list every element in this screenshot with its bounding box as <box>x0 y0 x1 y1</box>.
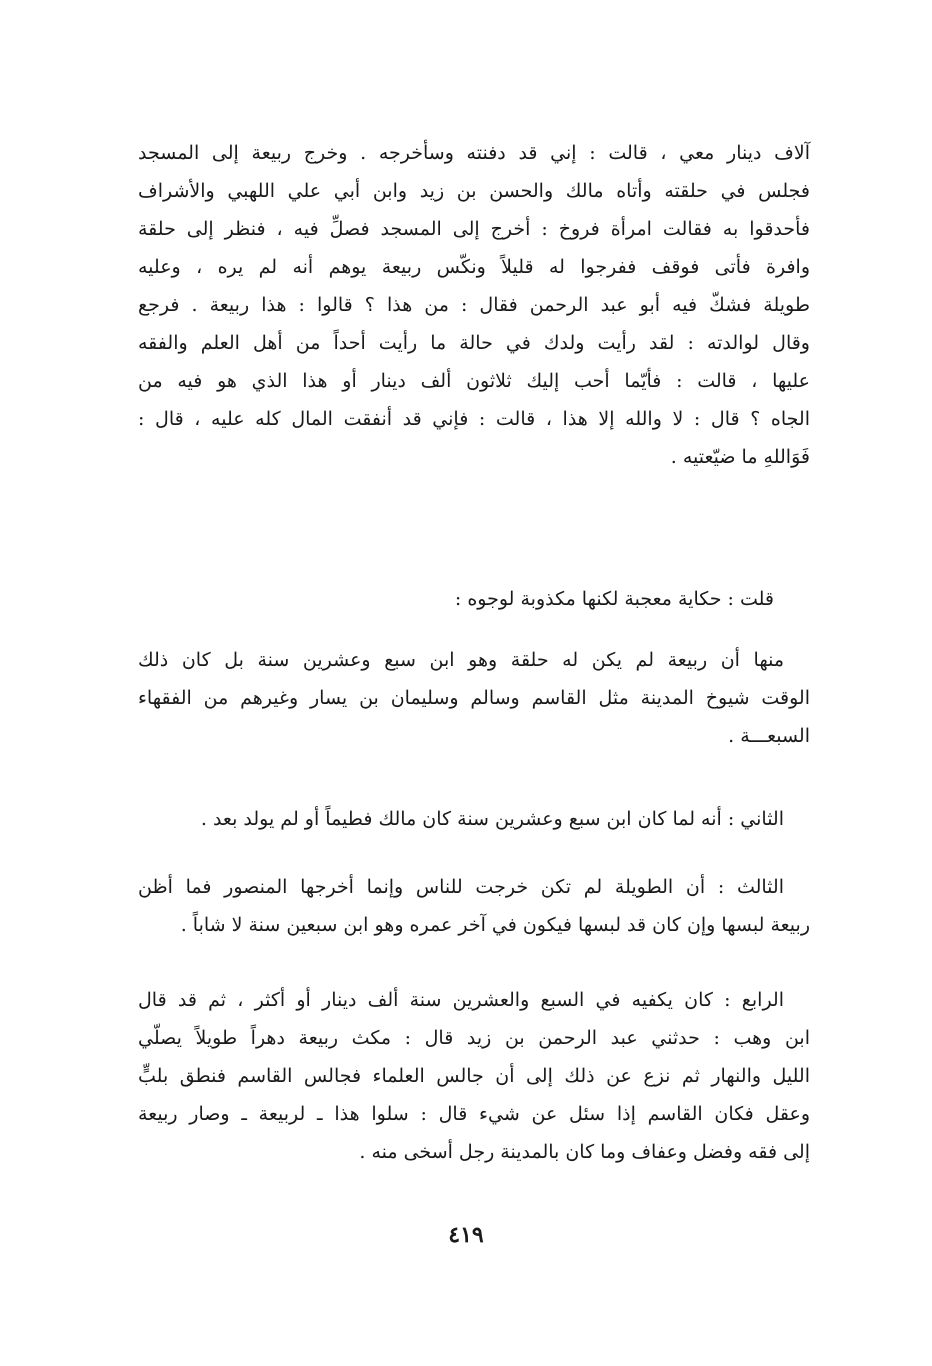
text-line: الوقت شيوخ المدينة مثل القاسم وسالم وسليمان بن يسار وغيرهم من الفقهاء <box>138 687 810 709</box>
text-line: عليها ، قالت : فأيّما أحب إليك ثلاثون ألف دينار أو هذا الذي هو فيه من <box>138 370 810 392</box>
text-line: فَوَاللهِ ما ضيّعتيه . <box>670 446 810 468</box>
text-line: الليل والنهار ثم نزع عن ذلك إلى أن جالس العلماء فجالس القاسم فنطق بلبٍّ <box>138 1065 810 1087</box>
text-line: ابن وهب : حدثني عبد الرحمن بن زيد قال : مكث ربيعة دهراً طويلاً يصلّي <box>138 1027 810 1049</box>
text-line: الجاه ؟ قال : لا والله إلا هذا ، قالت : فإني قد أنفقت المال كله عليه ، قال : <box>138 408 810 430</box>
text-line: إلى فقه وفضل وعفاف وما كان بالمدينة رجل أسخى منه . <box>359 1141 810 1163</box>
paragraph-comment <box>138 580 810 618</box>
text-line: فأحدقوا به فقالت امرأة فروخ : أخرج إلى المسجد فصلِّ فيه ، فنظر إلى حلقة <box>138 218 810 240</box>
text-line: السبعـــة . <box>728 725 810 747</box>
text-line: الثاني : أنه لما كان ابن سبع وعشرين سنة كان مالك فطيماً أو لم يولد بعد . <box>200 808 784 830</box>
text-line: الرابع : كان يكفيه في السبع والعشرين سنة ألف دينار أو أكثر ، ثم قد قال <box>138 989 784 1011</box>
text-line: قلت : حكاية معجبة لكنها مكذوبة لوجوه : <box>454 588 774 610</box>
paragraph-story <box>138 134 810 476</box>
text-line: ربيعة لبسها وإن كان قد لبسها فيكون في آخر عمره وهو ابن سبعين سنة لا شاباً . <box>180 914 810 936</box>
paragraph-first-reason <box>138 641 810 755</box>
text-line: وافرة فأتى فوقف ففرجوا له قليلاً ونكّس ربيعة يوهم أنه لم يره ، وعليه <box>138 256 810 278</box>
text-line: طويلة فشكّ فيه أبو عبد الرحمن فقال : من هذا ؟ قالوا : هذا ربيعة . فرجع <box>138 294 810 316</box>
text-line: الثالث : أن الطويلة لم تكن خرجت للناس وإنما أخرجها المنصور فما أظن <box>138 876 784 898</box>
text-line: وعقل فكان القاسم إذا سئل عن شيء قال : سلوا هذا ـ لربيعة ـ وصار ربيعة <box>138 1103 810 1125</box>
text-line: آلاف دينار معي ، قالت : إني قد دفنته وسأخرجه . وخرج ربيعة إلى المسجد <box>138 142 810 164</box>
text-line: وقال لوالدته : لقد رأيت ولدك في حالة ما رأيت أحداً من أهل العلم والفقه <box>138 332 810 354</box>
paragraph-second-reason <box>138 800 810 838</box>
page-number: ٤١٩ <box>448 1222 484 1248</box>
text-line: فجلس في حلقته وأتاه مالك والحسن بن زيد وابن أبي علي اللهبي والأشراف <box>138 180 810 202</box>
paragraph-third-reason <box>138 868 810 944</box>
text-line: منها أن ربيعة لم يكن له حلقة وهو ابن سبع وعشرين سنة بل كان ذلك <box>138 649 784 671</box>
paragraph-fourth-reason <box>138 981 810 1171</box>
